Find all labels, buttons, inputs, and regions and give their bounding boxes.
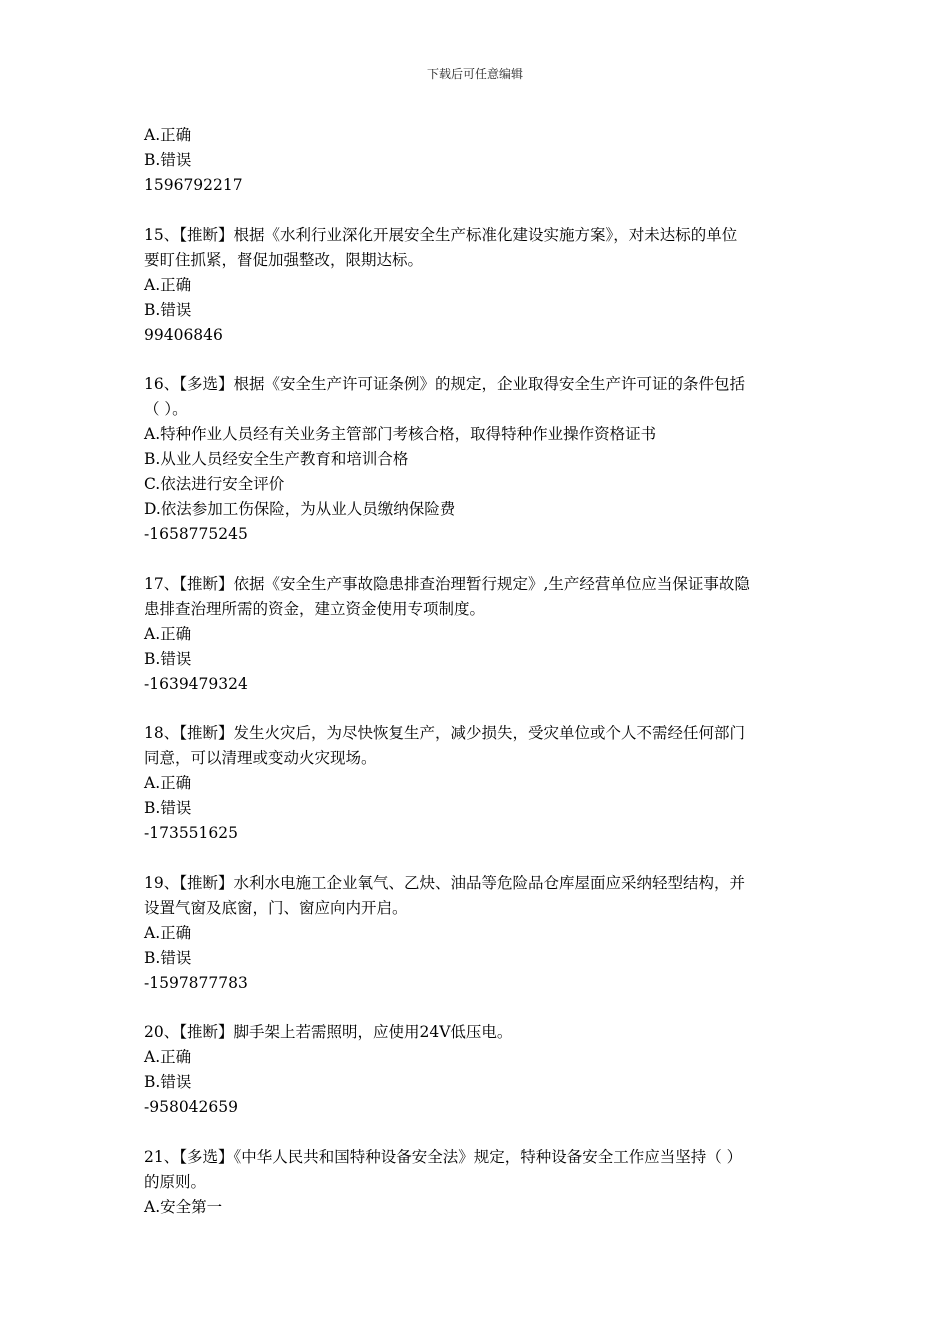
option: D.依法参加工伤保险，为从业人员缴纳保险费 <box>144 500 456 518</box>
question-block <box>144 871 810 996</box>
question-text: 18、【推断】发生火灾后，为尽快恢复生产，减少损失，受灾单位或个人不需经任何部门 <box>144 724 745 742</box>
page-header: 下载后可任意编辑 <box>426 67 523 81</box>
question-text: 设置气窗及底窗，门、窗应向内开启。 <box>144 898 408 917</box>
question-block <box>144 721 810 846</box>
question-list <box>144 198 810 1220</box>
question-spacer <box>144 697 810 722</box>
question-text: （ ）。 <box>144 400 188 418</box>
question-block <box>144 572 810 697</box>
question-code: -958042659 <box>144 1098 238 1116</box>
option: A.安全第一 <box>144 1197 223 1216</box>
question-code: -1639479324 <box>144 674 248 693</box>
option: C.依法进行安全评价 <box>144 475 285 493</box>
question-spacer <box>144 846 810 871</box>
option: B.错误 <box>144 649 192 668</box>
option: A.正确 <box>144 923 192 942</box>
question-text: 要盯住抓紧，督促加强整改，限期达标。 <box>144 250 424 269</box>
question-code: 99406846 <box>144 325 223 344</box>
question-spacer <box>144 996 810 1021</box>
question-spacer <box>144 1120 810 1145</box>
option: A.正确 <box>144 1048 192 1066</box>
question-text: 19、【推断】水利水电施工企业氧气、乙炔、油品等危险品仓库屋面应采纳轻型结构，并 <box>144 873 745 892</box>
question-block <box>144 223 810 348</box>
option: A.正确 <box>144 774 192 792</box>
option: A.正确 <box>144 126 192 144</box>
option: A.正确 <box>144 275 192 294</box>
question-block <box>144 1145 810 1220</box>
question-text: 的原则。 <box>144 1172 207 1191</box>
option: B.从业人员经安全生产教育和培训合格 <box>144 450 409 468</box>
question-code: -1597877783 <box>144 973 248 992</box>
lead-block <box>144 123 810 198</box>
option: B.错误 <box>144 948 192 967</box>
question-text: 17、【推断】依据《安全生产事故隐患排查治理暂行规定》,生产经营单位应当保证事故隐 <box>144 574 750 593</box>
document-body <box>144 123 810 1220</box>
question-text: 15、【推断】根据《水利行业深化开展安全生产标准化建设实施方案》，对未达标的单位 <box>144 225 738 244</box>
option: B.错误 <box>144 300 192 319</box>
question-text: 同意，可以清理或变动火灾现场。 <box>144 749 377 767</box>
question-text: 患排查治理所需的资金，建立资金使用专项制度。 <box>144 599 486 618</box>
question-code: -1658775245 <box>144 525 248 543</box>
option: B.错误 <box>144 151 192 169</box>
question-code: 1596792217 <box>144 176 243 194</box>
option: A.正确 <box>144 624 192 643</box>
question-text: 16、【多选】根据《安全生产许可证条例》的规定，企业取得安全生产许可证的条件包括 <box>144 375 745 393</box>
option: B.错误 <box>144 799 192 817</box>
question-text: 21、【多选】《中华人民共和国特种设备安全法》规定，特种设备安全工作应当坚持（ ） <box>144 1147 743 1166</box>
question-text: 20、【推断】脚手架上若需照明，应使用24V低压电。 <box>144 1023 513 1041</box>
question-spacer <box>144 547 810 572</box>
question-code: -173551625 <box>144 824 238 842</box>
option: A.特种作业人员经有关业务主管部门考核合格，取得特种作业操作资格证书 <box>144 425 657 443</box>
option: B.错误 <box>144 1073 192 1091</box>
question-spacer <box>144 198 810 223</box>
question-block <box>144 372 810 547</box>
question-spacer <box>144 348 810 373</box>
question-block <box>144 1020 810 1120</box>
